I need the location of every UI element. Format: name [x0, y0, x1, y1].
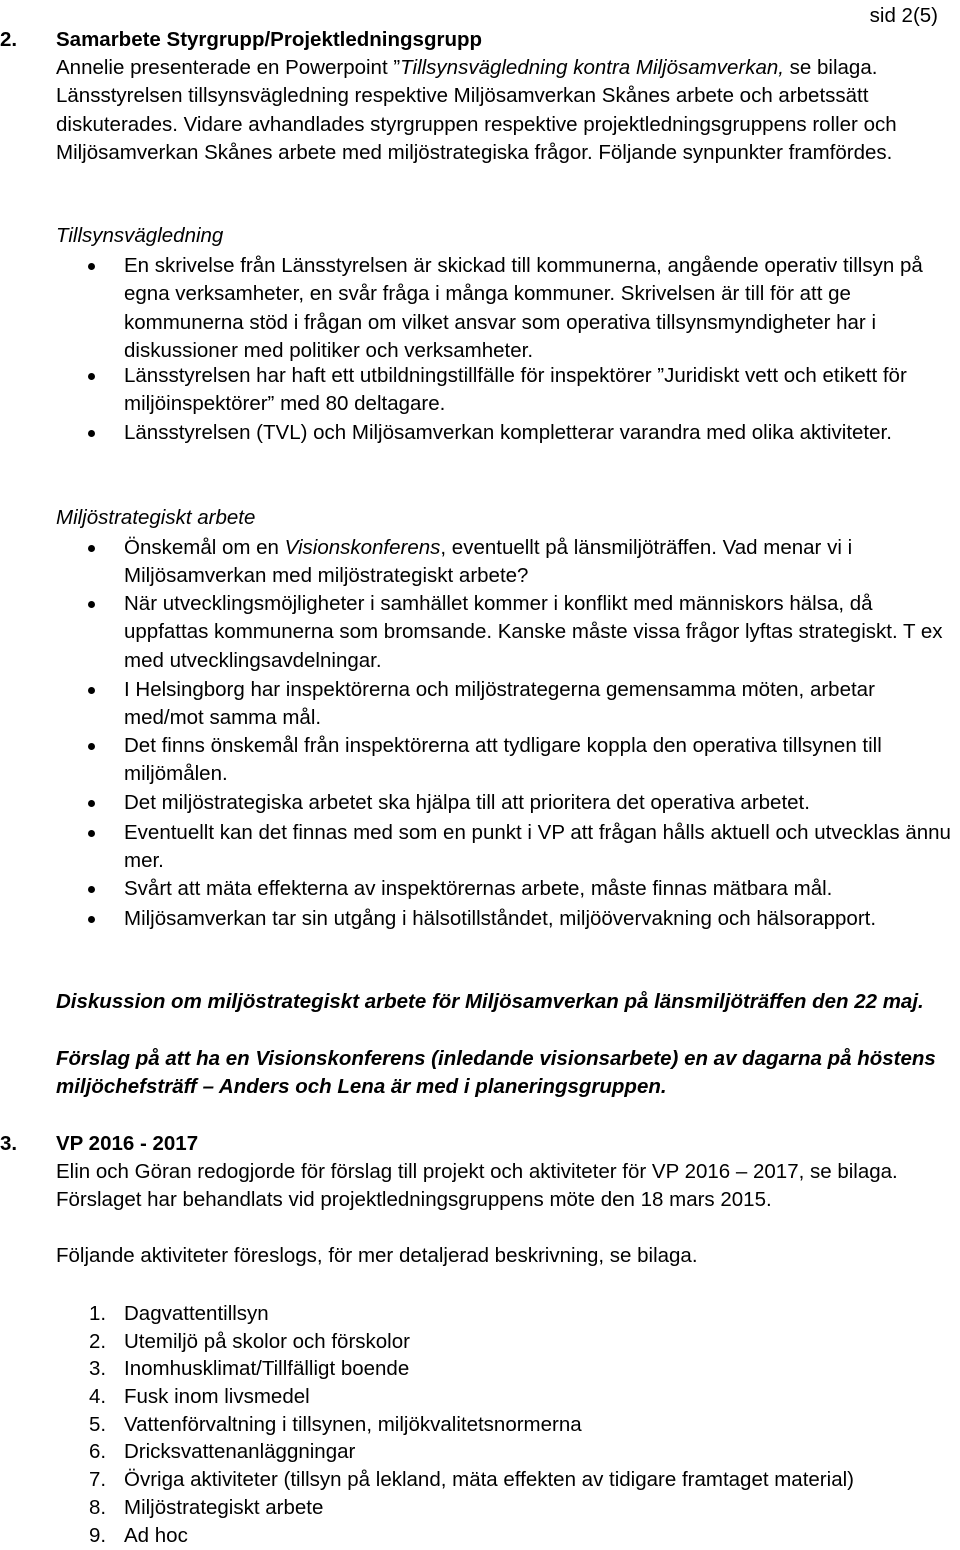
list-item: 2. Utemiljö på skolor och förskolor	[89, 1329, 410, 1353]
decision-discussion: Diskussion om miljöstrategiskt arbete för Miljösamverkan på länsmiljöträffen den 22 maj.	[56, 990, 924, 1013]
list-item: 5. Vattenförvaltning i tillsynen, miljökvalitetsnormerna	[89, 1412, 582, 1436]
list-item: 4. Fusk inom livsmedel	[89, 1385, 310, 1409]
section-2-intro	[56, 54, 958, 167]
intro-italic-title: Tillsynsvägledning kontra Miljösamverkan,	[400, 56, 784, 79]
list-item: En skrivelse från Länsstyrelsen är skickad till kommunerna, angående operativ tillsyn på egna verksamheter, en svår fråga i många kommuner. Skrivelsen är till för att ge kommunerna stöd i frågan om vilket ansvar som operativa tillsynsmyndigheter har i diskussioner med politiker och verksamheter.	[124, 252, 954, 365]
section-3-paragraph: Elin och Göran redogjorde för förslag till projekt och aktiviteter för VP 2016 – 2017, se bilaga. Förslaget har behandlats vid projektledningsgruppens möte den 18 mars 2015.	[56, 1160, 898, 1212]
bullet-icon	[88, 830, 95, 837]
bullet-icon	[88, 800, 95, 807]
list-item: När utvecklingsmöjligheter i samhället kommer i konflikt med människors hälsa, då uppfattas kommunerna som bromsande. Kanske måste vissa frågor lyftas strategiskt. T ex med utvecklingsavdelningar.	[124, 590, 954, 675]
bullet-icon	[88, 545, 95, 552]
list-item: Det miljöstrategiska arbetet ska hjälpa till att prioritera det operativa arbetet.	[124, 789, 954, 817]
section-2-number: 2.	[0, 28, 18, 51]
list-item: I Helsingborg har inspektörerna och miljöstrategerna gemensamma möten, arbetar med/mot samma mål.	[124, 676, 954, 733]
list-item: 8. Miljöstrategiskt arbete	[89, 1495, 324, 1519]
list-item: Önskemål om en Visionskonferens, eventuellt på länsmiljöträffen. Vad menar vi i Miljösamverkan med miljöstrategiskt arbete?	[124, 534, 954, 591]
list-item: 6. Dricksvattenanläggningar	[89, 1440, 356, 1464]
decision-proposal: Förslag på att ha en Visionskonferens (inledande visionsarbete) en av dagarna på höstens miljöchefsträff – Anders och Lena är med i planeringsgruppen.	[56, 1047, 936, 1099]
page-number: sid 2(5)	[869, 4, 938, 27]
list-item: Svårt att mäta effekterna av inspektörernas arbete, måste finnas mätbara mål.	[124, 875, 954, 903]
list-item: Länsstyrelsen (TVL) och Miljösamverkan kompletterar varandra med olika aktiviteter.	[124, 419, 954, 447]
bullet-icon	[88, 601, 95, 608]
bullet-icon	[88, 886, 95, 893]
bullet-icon	[88, 373, 95, 380]
list-item: Länsstyrelsen har haft ett utbildningstillfälle för inspektörer ”Juridiskt vett och etikett för miljöinspektörer” med 80 deltagare.	[124, 362, 954, 419]
bullet-icon	[88, 687, 95, 694]
bullet-icon	[88, 743, 95, 750]
subheading-tillsynsvagledning: Tillsynsvägledning	[56, 224, 224, 247]
activities-list	[89, 1300, 854, 1549]
section-3-activities-intro: Följande aktiviteter föreslogs, för mer detaljerad beskrivning, se bilaga.	[56, 1244, 698, 1267]
intro-text-b: se bilaga. Länsstyrelsen tillsynsvägledning respektive Miljösamverkan Skånes arbete och arbetssätt diskuterades. Vidare avhandlades styrgruppen respektive projektledningsgruppens roller och Miljösamverkan Skånes arbete med miljöstrategiska frågor. Följande synpunkter framfördes.	[56, 56, 897, 164]
bullet-icon	[88, 430, 95, 437]
bullet-icon	[88, 263, 95, 270]
list-item: Miljösamverkan tar sin utgång i hälsotillståndet, miljöövervakning och hälsorapport.	[124, 905, 954, 933]
list-item: Det finns önskemål från inspektörerna att tydligare koppla den operativa tillsynen till miljömålen.	[124, 732, 954, 789]
list-item: 7. Övriga aktiviteter (tillsyn på lekland, mäta effekten av tidigare framtaget material)	[89, 1468, 854, 1492]
section-2-title: Samarbete Styrgrupp/Projektledningsgrupp	[56, 28, 483, 51]
list-item: Eventuellt kan det finnas med som en punkt i VP att frågan hålls aktuell och utvecklas ännu mer.	[124, 819, 954, 876]
section-3-number: 3.	[0, 1132, 18, 1155]
list-item: 9. Ad hoc	[89, 1523, 188, 1547]
intro-text-a: Annelie presenterade en Powerpoint ”	[56, 56, 401, 79]
list-item: 3. Inomhusklimat/Tillfälligt boende	[89, 1357, 410, 1381]
section-3-title: VP 2016 - 2017	[56, 1132, 199, 1155]
list-item: 1. Dagvattentillsyn	[89, 1302, 269, 1325]
bullet-icon	[88, 916, 95, 923]
subheading-miljostrategiskt-arbete: Miljöstrategiskt arbete	[56, 506, 256, 529]
